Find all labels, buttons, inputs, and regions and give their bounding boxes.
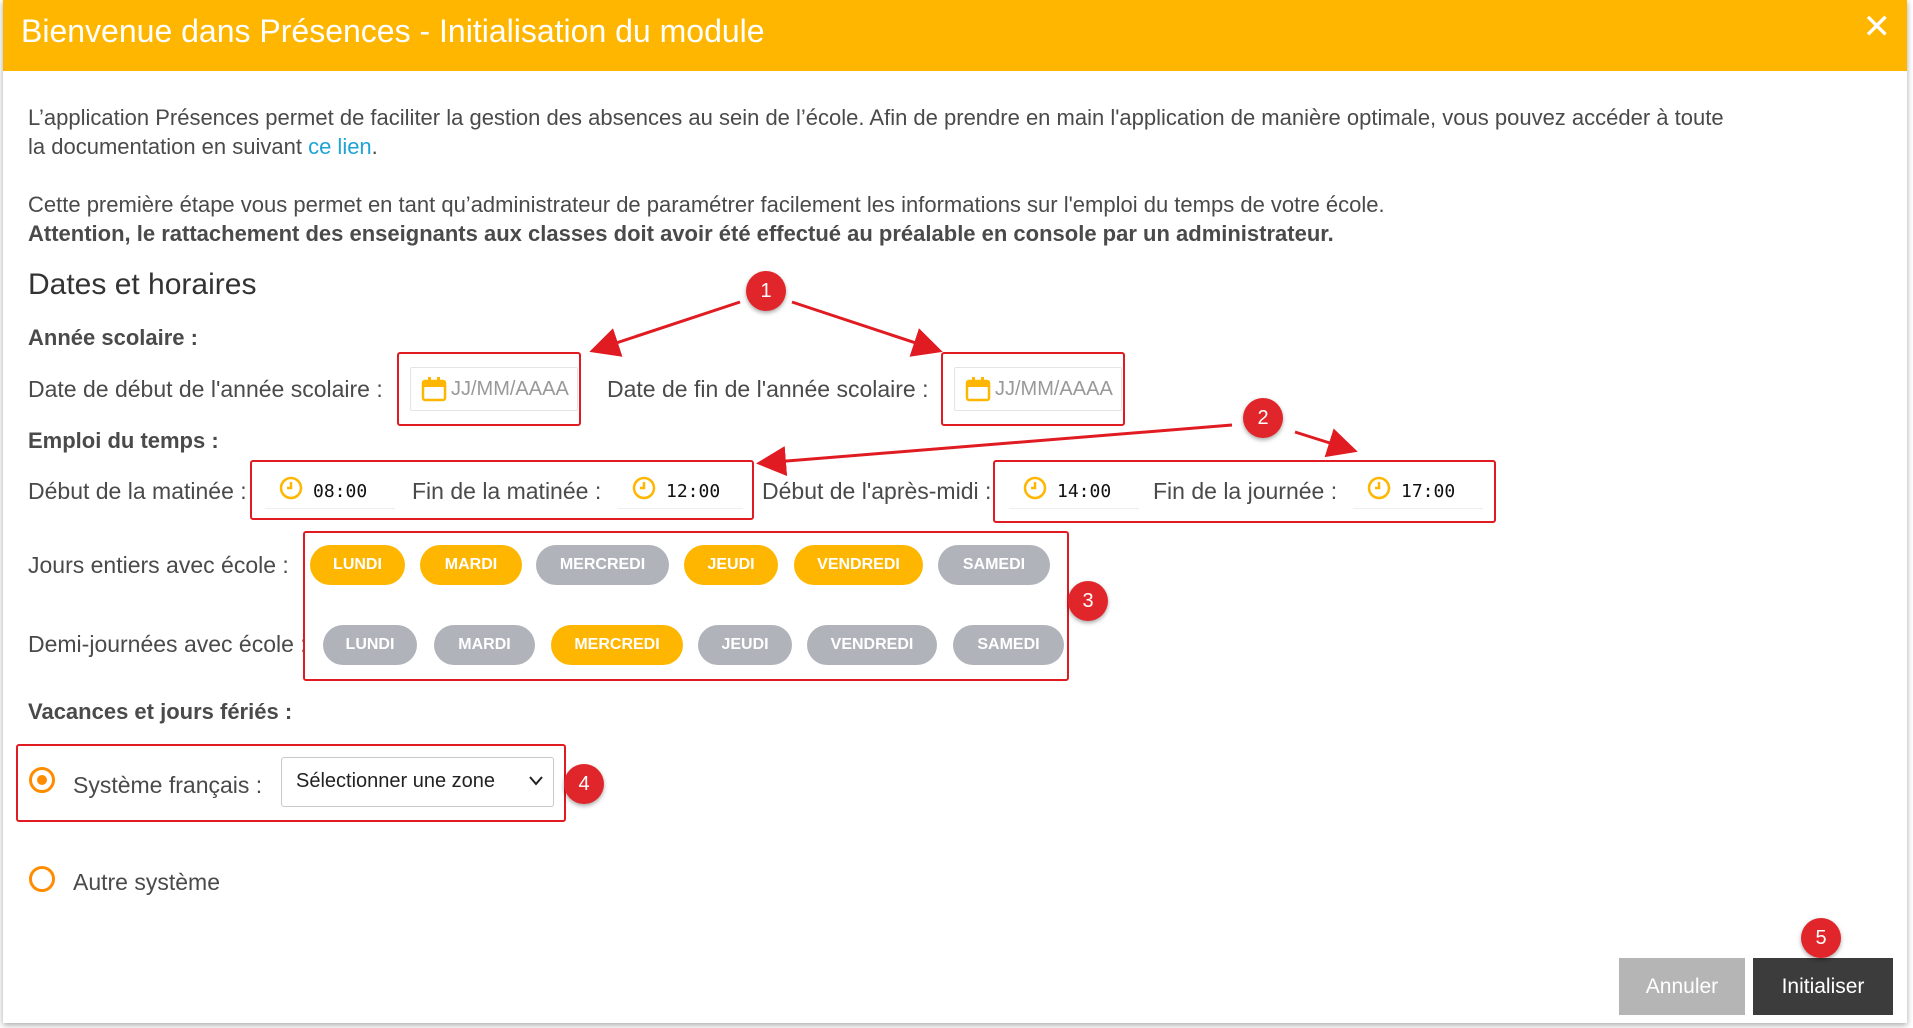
intro-line-2 <box>28 132 378 161</box>
zone-select-value: Sélectionner une zone <box>296 770 496 792</box>
day-end-label: Fin de la journée : <box>1153 478 1338 504</box>
end-date-label: Date de fin de l'année scolaire : <box>607 376 929 402</box>
morning-end-value: 12:00 <box>666 481 721 502</box>
annotation-badge-5: 5 <box>1801 918 1841 958</box>
half-day-pill[interactable]: LUNDI <box>323 625 417 665</box>
intro-warning-text: Attention, le rattachement des enseignants aux classes doit avoir été effectué au préalable en console par un administrateur. <box>28 221 1334 246</box>
documentation-link[interactable]: ce lien <box>308 134 372 159</box>
school-year-heading: Année scolaire : <box>28 325 198 350</box>
cancel-button[interactable]: Annuler <box>1619 958 1745 1015</box>
half-day-pill[interactable]: MERCREDI <box>551 625 683 665</box>
intro-line-3: Cette première étape vous permet en tant qu’administrateur de paramétrer facilement les informations sur l'emploi du temps de votre école. <box>28 192 1385 217</box>
dialog-header <box>3 0 1907 71</box>
close-icon[interactable]: ✕ <box>1862 8 1891 46</box>
dialog-title: Bienvenue dans Présences - Initialisation du module <box>21 13 765 49</box>
day-end-value: 17:00 <box>1401 481 1456 502</box>
other-system-radio[interactable] <box>29 866 55 892</box>
half-days-label: Demi-journées avec école : <box>28 631 307 657</box>
annotation-box-end-date <box>941 352 1125 426</box>
morning-start-value: 08:00 <box>313 481 368 502</box>
morning-end-label: Fin de la matinée : <box>412 478 602 504</box>
start-date-label: Date de début de l'année scolaire : <box>28 376 383 402</box>
holidays-heading: Vacances et jours fériés : <box>28 699 293 724</box>
afternoon-start-label: Début de l'après-midi : <box>762 478 992 504</box>
annotation-badge-1: 1 <box>746 271 786 311</box>
annotation-badge-3: 3 <box>1068 581 1108 621</box>
annotation-badge-2: 2 <box>1243 398 1283 438</box>
start-date-placeholder: JJ/MM/AAAA <box>451 378 569 400</box>
other-system-label: Autre système <box>73 869 220 895</box>
half-day-pill[interactable]: VENDREDI <box>807 625 937 665</box>
french-system-label: Système français : <box>73 772 263 798</box>
morning-start-label: Début de la matinée : <box>28 478 247 504</box>
intro-warning <box>28 219 1334 248</box>
full-day-pill[interactable]: JEUDI <box>684 545 778 585</box>
annotation-badge-4: 4 <box>564 764 604 804</box>
intro-line-2-suffix: . <box>371 134 378 159</box>
intro-line-1: L’application Présences permet de faciliter la gestion des absences au sein de l’école. Afin de prendre en main l'application de manière optimale, vous pouvez accéder à toute <box>28 105 1724 130</box>
annotation-box-morning <box>250 460 754 520</box>
full-days-label: Jours entiers avec école : <box>28 552 289 578</box>
end-date-placeholder: JJ/MM/AAAA <box>995 378 1113 400</box>
full-day-pill[interactable]: MARDI <box>420 545 522 585</box>
half-day-pill[interactable]: MARDI <box>434 625 535 665</box>
full-day-pill[interactable]: LUNDI <box>310 545 405 585</box>
annotation-box-start-date <box>397 352 581 426</box>
annotation-box-afternoon <box>993 460 1496 523</box>
full-day-pill[interactable]: SAMEDI <box>938 545 1050 585</box>
schedule-heading: Emploi du temps : <box>28 428 219 453</box>
annotation-box-french-system <box>16 744 566 822</box>
full-day-pill[interactable]: MERCREDI <box>536 545 669 585</box>
section-title-dates: Dates et horaires <box>28 268 257 301</box>
intro-line-2-prefix: la documentation en suivant <box>28 134 309 159</box>
annotation-box-days <box>303 531 1069 681</box>
half-day-pill[interactable]: JEUDI <box>698 625 792 665</box>
initialize-button[interactable]: Initialiser <box>1753 958 1893 1015</box>
half-day-pill[interactable]: SAMEDI <box>953 625 1064 665</box>
full-day-pill[interactable]: VENDREDI <box>794 545 923 585</box>
afternoon-start-value: 14:00 <box>1057 481 1112 502</box>
